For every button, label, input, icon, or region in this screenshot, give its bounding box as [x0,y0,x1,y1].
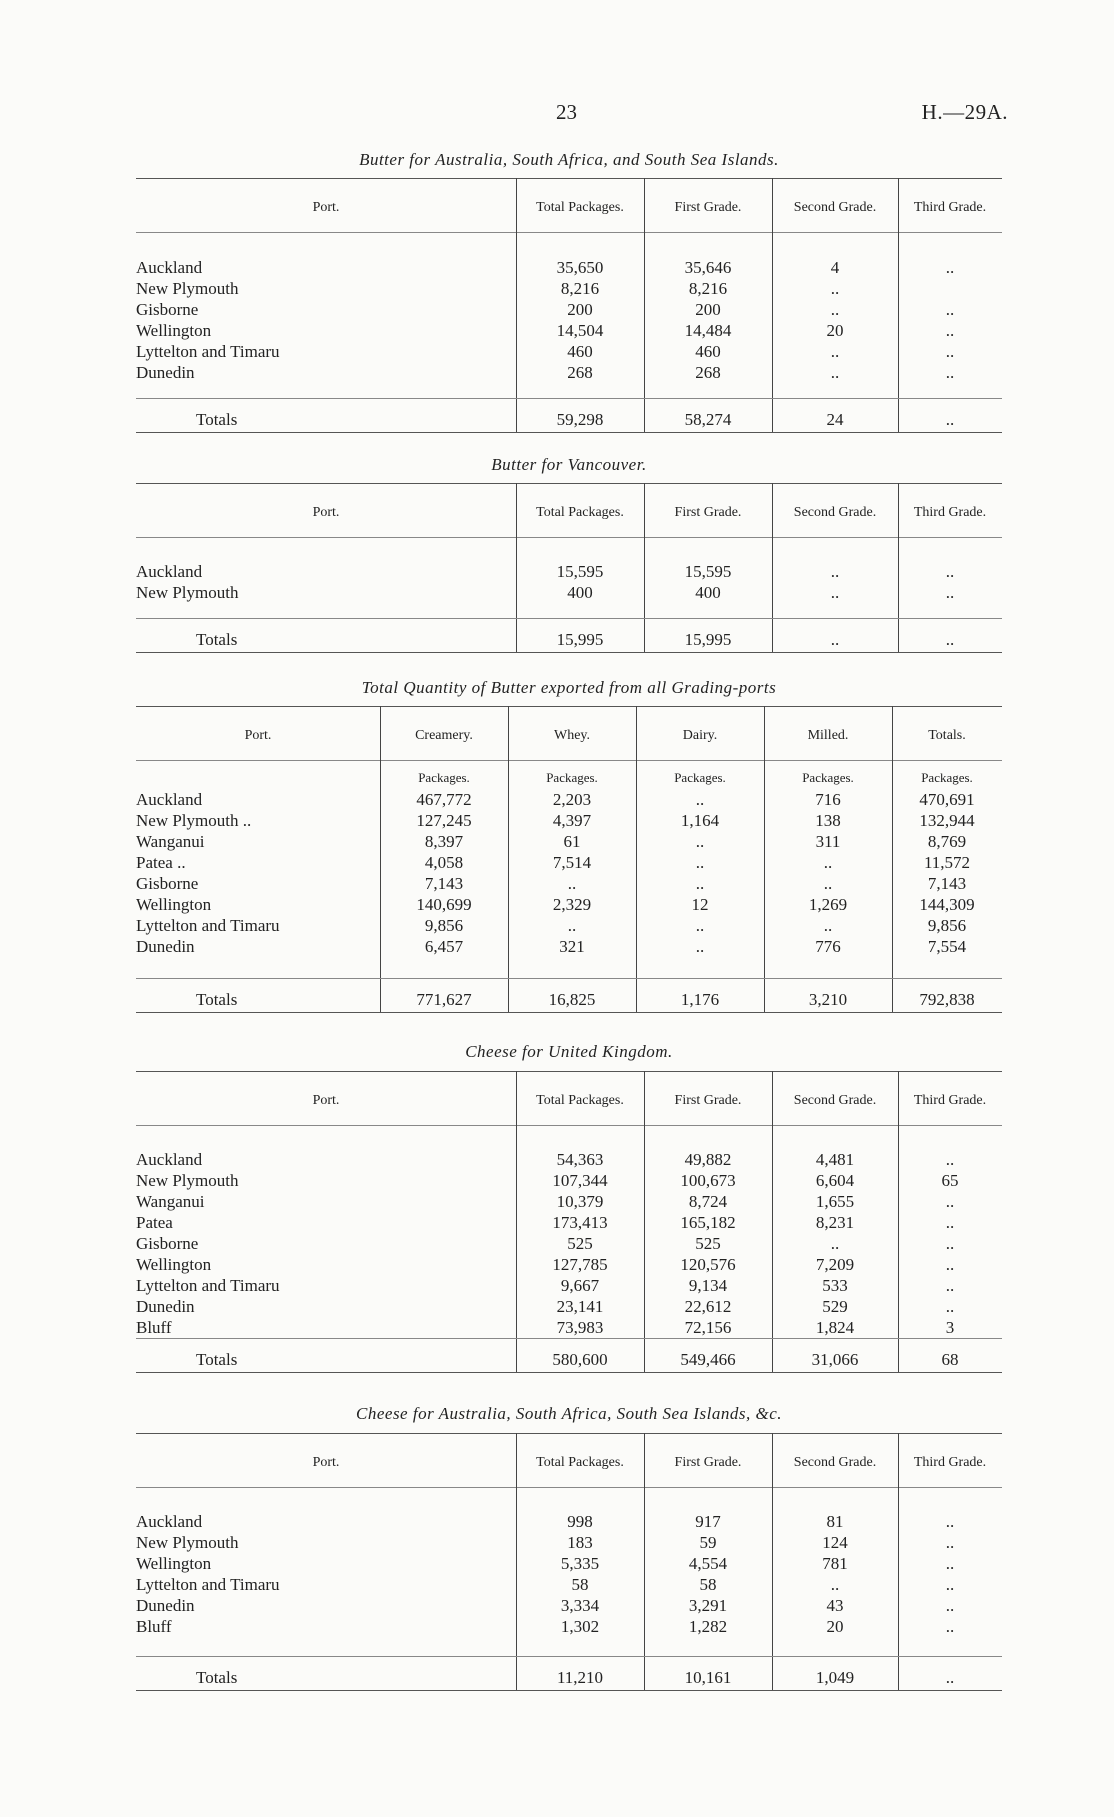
totals-label: Totals [196,630,238,649]
column-header: Port. [312,1093,340,1108]
table-cell: 268 [567,363,593,382]
column-header: Milled. [807,728,849,743]
section-title: Butter for Vancouver. [491,455,647,474]
table-row [136,790,1002,811]
table-cell: 200 [567,300,593,319]
table-cell: .. [945,1255,955,1274]
table-cell: 998 [567,1512,593,1531]
port-name: Wanganui [136,1192,205,1211]
table-row [136,562,1002,583]
totals-cell: .. [945,410,955,429]
table-cell: 183 [567,1533,593,1552]
column-header: Total Packages. [536,1093,624,1108]
table-cell: .. [945,1575,955,1594]
table-cell: .. [830,562,840,581]
table-row [136,279,1002,300]
table-cell: 120,576 [680,1255,736,1274]
table-row [136,258,1002,279]
port-name: Dunedin [136,1297,195,1316]
table-cell: 59 [699,1533,717,1552]
port-name: Gisborne [136,874,199,893]
section-title: Butter for Australia, South Africa, and South Sea Islands. [359,150,779,169]
totals-label: Totals [196,1350,238,1369]
table-cell: 20 [826,321,844,340]
column-header: Total Packages. [536,505,624,520]
table-cell: 81 [826,1512,844,1531]
port-name: Gisborne [136,1234,199,1253]
table-cell: 14,484 [684,321,732,340]
table-cell: 54,363 [556,1150,604,1169]
column-header: Whey. [553,728,591,743]
table-cell: 58 [699,1575,717,1594]
table-cell: 58 [571,1575,589,1594]
table-cell: 20 [826,1617,844,1636]
table-row [136,1533,1002,1554]
table-row [136,1234,1002,1255]
table-cell: 1,655 [815,1192,855,1211]
table-cell: 14,504 [556,321,604,340]
table-cell: .. [695,832,705,851]
port-name: New Plymouth .. [136,811,252,830]
table-row [136,895,1002,916]
table-cell: 776 [815,937,841,956]
table-cell: .. [945,1512,955,1531]
column-header: Third Grade. [913,1455,987,1470]
table-top-rule [136,178,1002,179]
table-cell: 529 [822,1297,848,1316]
totals-cell: 58,274 [684,410,732,429]
port-name: Bluff [136,1617,172,1636]
table-cell: 100,673 [680,1171,736,1190]
table-cell: 1,164 [680,811,720,830]
table-cell: .. [823,916,833,935]
table-cell: 470,691 [919,790,975,809]
totals-cell: 1,176 [680,990,720,1009]
column-header: Second Grade. [793,1455,877,1470]
table-cell: 138 [815,811,841,830]
table-row [136,1171,1002,1192]
table-cell: 23,141 [556,1297,604,1316]
table-cell: .. [830,1575,840,1594]
table-cell: .. [945,1192,955,1211]
page-number: 23 [556,100,577,124]
table-cell: .. [945,1533,955,1552]
table-cell: 4,554 [688,1554,728,1573]
table-row [136,937,1002,958]
column-header: Second Grade. [793,200,877,215]
table-row [136,1596,1002,1617]
units-label: Packages. [546,770,598,785]
table-row [136,874,1002,895]
totals-row [136,990,1002,1011]
table-cell: 1,302 [560,1617,600,1636]
table-row [136,1192,1002,1213]
table-cell: .. [830,583,840,602]
table-cell: 268 [695,363,721,382]
header-bottom-rule [136,537,1002,538]
table-cell: 467,772 [416,790,472,809]
totals-cell: 10,161 [684,1668,732,1687]
units-label: Packages. [802,770,854,785]
table-cell: .. [695,790,705,809]
table-cell: 11,572 [923,853,971,872]
port-name: New Plymouth [136,1533,239,1552]
table-cell: .. [830,342,840,361]
table-cell: 73,983 [556,1318,604,1337]
port-name: Dunedin [136,937,195,956]
table-cell: .. [945,1213,955,1232]
table-cell: 1,269 [808,895,848,914]
table-cell: 2,203 [552,790,592,809]
port-name: New Plymouth [136,1171,239,1190]
table-cell: .. [945,363,955,382]
totals-rule [136,618,1002,619]
table-top-rule [136,1071,1002,1072]
table-cell: .. [830,363,840,382]
totals-cell: 580,600 [552,1350,608,1369]
table-cell: 1,824 [815,1318,855,1337]
totals-row [136,1350,1002,1371]
table-cell: 4,397 [552,811,592,830]
table-cell: 321 [559,937,585,956]
table-cell: .. [945,1276,955,1295]
table-row [136,1297,1002,1318]
page-header [0,100,1114,130]
table-section [136,678,1002,1012]
table-cell: .. [945,1150,955,1169]
table-cell: 525 [695,1234,721,1253]
totals-row [136,410,1002,431]
table-top-rule [136,706,1002,707]
totals-cell: 31,066 [811,1350,859,1369]
port-name: Gisborne [136,300,199,319]
table-cell: .. [823,874,833,893]
table-cell: 400 [567,583,593,602]
totals-cell: 3,210 [808,990,848,1009]
port-name: Wellington [136,1554,212,1573]
port-name: Wellington [136,321,212,340]
port-name: Auckland [136,1512,203,1531]
column-header: Creamery. [415,728,473,743]
port-name: Auckland [136,562,203,581]
table-cell: .. [567,916,577,935]
table-cell: 72,156 [684,1318,732,1337]
port-name: New Plymouth [136,583,239,602]
totals-rule [136,1338,1002,1339]
header-bottom-rule [136,760,1002,761]
table-cell: .. [945,300,955,319]
table-cell: 12 [691,895,709,914]
table-row [136,1318,1002,1339]
table-row [136,916,1002,937]
section-title: Cheese for United Kingdom. [465,1042,673,1061]
table-row [136,1213,1002,1234]
units-label: Packages. [921,770,973,785]
header-bottom-rule [136,1125,1002,1126]
port-name: Lyttelton and Timaru [136,1276,280,1295]
table-cell: .. [945,1234,955,1253]
totals-cell: 792,838 [919,990,975,1009]
table-cell: 533 [822,1276,848,1295]
table-cell: 124 [822,1533,848,1552]
port-name: New Plymouth [136,279,239,298]
totals-cell: .. [945,630,955,649]
totals-label: Totals [196,1668,238,1687]
totals-rule [136,1656,1002,1657]
port-name: Dunedin [136,1596,195,1615]
table-cell: .. [945,1596,955,1615]
table-cell: .. [945,258,955,277]
table-cell: 4,481 [815,1150,855,1169]
section-title: Cheese for Australia, South Africa, South Sea Islands, &c. [356,1404,782,1423]
table-row [136,583,1002,604]
table-row [136,1512,1002,1533]
column-header: Total Packages. [536,200,624,215]
column-header: Third Grade. [913,1093,987,1108]
totals-cell: 16,825 [548,990,596,1009]
table-cell: .. [945,1617,955,1636]
table-section [136,150,1002,432]
table-cell: .. [695,916,705,935]
column-header: Third Grade. [913,200,987,215]
column-header: Dairy. [682,728,718,743]
table-top-rule [136,483,1002,484]
port-name: Bluff [136,1318,172,1337]
table-cell: 107,344 [552,1171,608,1190]
table-cell: 49,882 [684,1150,732,1169]
totals-row [136,1668,1002,1689]
table-cell: 525 [567,1234,593,1253]
totals-cell: 1,049 [815,1668,855,1687]
table-cell: 1,282 [688,1617,728,1636]
table-cell: 10,379 [556,1192,604,1211]
port-name: Dunedin [136,363,195,382]
table-row [136,832,1002,853]
table-cell: 917 [695,1512,721,1531]
table-bottom-rule [136,652,1002,653]
table-cell: .. [945,1554,955,1573]
table-cell: 22,612 [684,1297,732,1316]
table-row [136,1255,1002,1276]
table-cell: 132,944 [919,811,975,830]
table-row [136,1575,1002,1596]
table-section [136,455,1002,652]
table-cell: .. [695,937,705,956]
table-cell: 140,699 [416,895,472,914]
table-cell: 35,646 [684,258,732,277]
totals-label: Totals [196,990,238,1009]
table-cell: 8,397 [424,832,464,851]
table-cell: 173,413 [552,1213,608,1232]
totals-cell: 59,298 [556,410,604,429]
table-cell: 6,604 [815,1171,855,1190]
table-cell: 460 [695,342,721,361]
table-cell: 9,856 [424,916,464,935]
table-cell: 9,856 [927,916,967,935]
table-cell: 15,595 [684,562,732,581]
table-cell: 5,335 [560,1554,600,1573]
column-header: Total Packages. [536,1455,624,1470]
table-row [136,300,1002,321]
table-cell: .. [567,874,577,893]
table-row [136,1276,1002,1297]
table-bottom-rule [136,1690,1002,1691]
table-cell: 460 [567,342,593,361]
table-cell: 200 [695,300,721,319]
section-title: Total Quantity of Butter exported from all Grading-ports [361,678,777,697]
table-row [136,853,1002,874]
table-cell: 8,724 [688,1192,728,1211]
port-name: Wanganui [136,832,205,851]
table-top-rule [136,1433,1002,1434]
table-cell: .. [830,279,840,298]
table-cell: 8,769 [927,832,967,851]
table-cell: 15,595 [556,562,604,581]
table-row [136,321,1002,342]
column-header: Port. [312,1455,340,1470]
table-cell: 61 [563,832,581,851]
table-row [136,342,1002,363]
table-cell: .. [945,562,955,581]
table-cell: 127,785 [552,1255,608,1274]
table-row [136,1554,1002,1575]
table-cell: 7,554 [927,937,967,956]
table-cell: 9,134 [688,1276,728,1295]
table-section [136,1042,1002,1372]
table-cell: .. [945,342,955,361]
table-cell: 4 [830,258,840,277]
port-name: Patea .. [136,853,186,872]
table-cell: .. [695,853,705,872]
table-cell: 3,334 [560,1596,600,1615]
column-header: First Grade. [674,1455,742,1470]
totals-label: Totals [196,410,238,429]
totals-cell: 68 [941,1350,959,1369]
table-cell: 7,143 [927,874,967,893]
port-name: Wellington [136,1255,212,1274]
table-cell: 6,457 [424,937,464,956]
table-cell: 165,182 [680,1213,736,1232]
table-cell: 400 [695,583,721,602]
table-cell: 127,245 [416,811,472,830]
table-cell: 4,058 [424,853,464,872]
table-cell: .. [945,583,955,602]
table-bottom-rule [136,432,1002,433]
table-cell: 9,667 [560,1276,600,1295]
table-cell: 3 [945,1318,955,1337]
table-cell: 2,329 [552,895,592,914]
table-cell: 8,216 [560,279,600,298]
table-cell: 7,514 [552,853,592,872]
table-cell: 3,291 [688,1596,728,1615]
table-cell: 7,209 [815,1255,855,1274]
table-cell: .. [945,1297,955,1316]
table-cell: 8,231 [815,1213,855,1232]
table-row [136,811,1002,832]
table-row [136,1150,1002,1171]
table-bottom-rule [136,1372,1002,1373]
port-name: Wellington [136,895,212,914]
units-label: Packages. [418,770,470,785]
port-name: Auckland [136,258,203,277]
port-name: Auckland [136,790,203,809]
table-cell: .. [945,321,955,340]
totals-cell: 15,995 [556,630,604,649]
table-row [136,1617,1002,1638]
port-name: Patea [136,1213,173,1232]
column-header: First Grade. [674,505,742,520]
column-header: Third Grade. [913,505,987,520]
column-header: Port. [312,505,340,520]
column-header: Port. [244,728,272,743]
table-cell: .. [830,300,840,319]
table-cell: 35,650 [556,258,604,277]
port-name: Lyttelton and Timaru [136,1575,280,1594]
column-header: Port. [312,200,340,215]
totals-cell: 549,466 [680,1350,736,1369]
table-cell: .. [695,874,705,893]
totals-rule [136,398,1002,399]
table-cell: 781 [822,1554,848,1573]
port-name: Lyttelton and Timaru [136,342,280,361]
column-header: First Grade. [674,200,742,215]
table-bottom-rule [136,1012,1002,1013]
table-cell: 144,309 [919,895,975,914]
table-cell: 65 [941,1171,959,1190]
port-name: Auckland [136,1150,203,1169]
totals-rule [136,978,1002,979]
table-cell: 716 [815,790,841,809]
table-section [136,1404,1002,1690]
totals-cell: 11,210 [556,1668,604,1687]
table-cell: .. [830,1234,840,1253]
column-header: Second Grade. [793,505,877,520]
totals-cell: 15,995 [684,630,732,649]
table-cell: 7,143 [424,874,464,893]
table-row [136,363,1002,384]
table-cell: .. [823,853,833,872]
table-cell: 311 [815,832,841,851]
document-reference: H.—29A. [921,100,1008,124]
totals-cell: .. [945,1668,955,1687]
port-name: Lyttelton and Timaru [136,916,280,935]
totals-cell: 771,627 [416,990,472,1009]
totals-cell: 24 [826,410,844,429]
totals-cell: .. [830,630,840,649]
units-label: Packages. [674,770,726,785]
header-bottom-rule [136,232,1002,233]
table-cell: 8,216 [688,279,728,298]
header-bottom-rule [136,1487,1002,1488]
table-cell: 43 [826,1596,844,1615]
totals-row [136,630,1002,651]
column-header: Second Grade. [793,1093,877,1108]
column-header: First Grade. [674,1093,742,1108]
column-header: Totals. [928,728,966,743]
